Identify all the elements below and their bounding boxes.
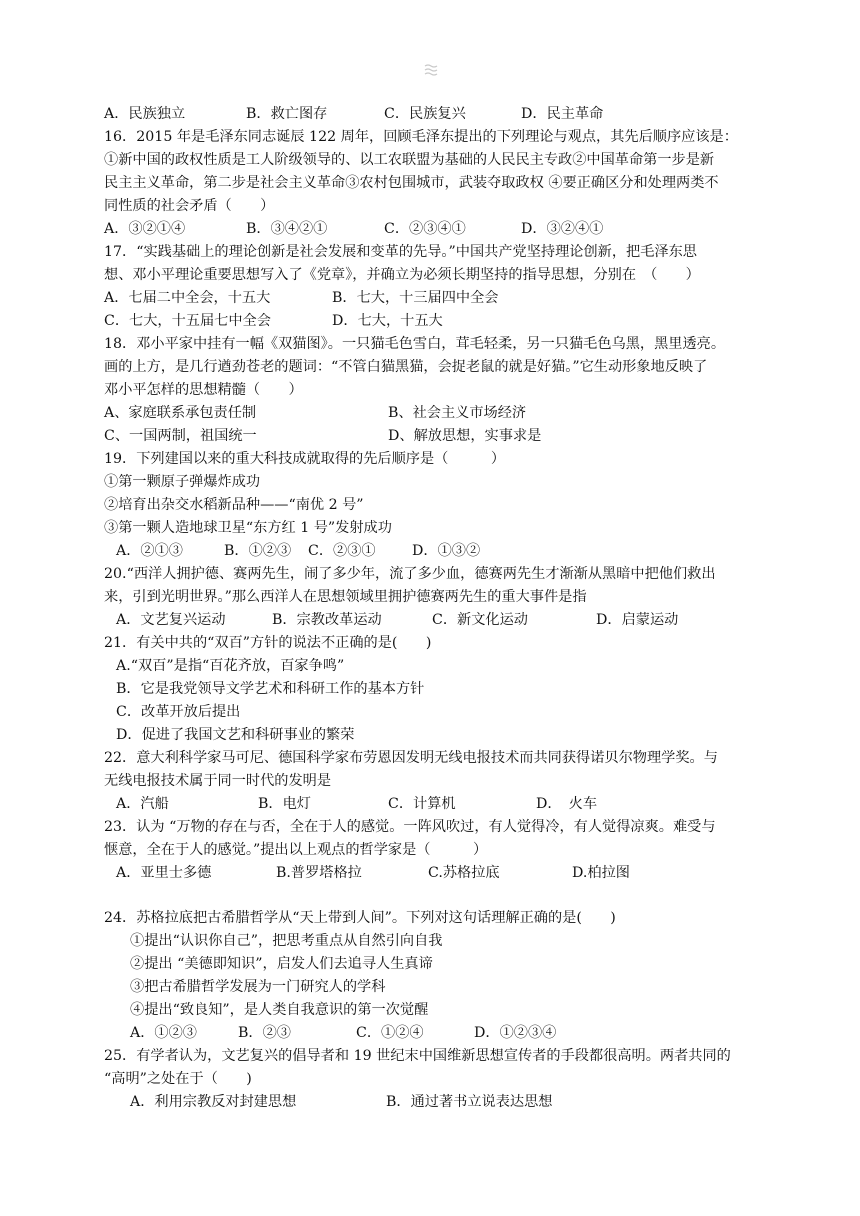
q18-option-c: C、一国两制，祖国统一 xyxy=(104,428,257,444)
q18-option-b: B、社会主义市场经济 xyxy=(388,405,527,421)
q15-option-b: B．救亡图存 xyxy=(246,106,328,122)
q18-stem-line-3: 邓小平怎样的思想精髓（ ） xyxy=(104,382,303,398)
q23-stem-line-2: 惬意，全在于人的感觉。”提出以上观点的哲学家是（ ） xyxy=(104,842,488,858)
q16-option-b: B．③④②① xyxy=(246,221,328,237)
q19-stem-line-1: 19．下列建国以来的重大科技成就取得的先后顺序是（ ） xyxy=(104,451,506,467)
q25-option-b: B．通过著书立说表达思想 xyxy=(386,1094,553,1110)
q24-item-2: ②提出 “美德即知识”，启发人们去追寻人生真谛 xyxy=(130,956,433,972)
q24-option-b: B．②③ xyxy=(238,1025,291,1041)
q20-stem-line-2: 来，引到光明世界。”那么西洋人在思想领域里拥护德赛两先生的重大事件是指 xyxy=(104,589,587,605)
q21-option-c: C．改革开放后提出 xyxy=(116,704,241,720)
q19-option-c: C．②③① xyxy=(308,543,376,559)
q22-option-d: D． 火车 xyxy=(536,796,598,812)
q23-option-b: B.普罗塔格拉 xyxy=(276,865,362,881)
q16-stem-line-2: ①新中国的政权性质是工人阶级领导的、以工农联盟为基础的人民民主专政②中国革命第一步是新 xyxy=(104,152,715,168)
watermark-icon xyxy=(423,62,439,78)
q23-stem-line-1: 23．认为 “万物的存在与否，全在于人的感觉。一阵风吹过，有人觉得冷，有人觉得凉爽。难受与 xyxy=(104,819,716,835)
q16-stem-line-4: 同性质的社会矛盾（ ） xyxy=(104,198,275,214)
q21-stem-line-1: 21．有关中共的“双百”方针的说法不正确的是( ) xyxy=(104,635,432,651)
q16-option-a: A．③②①④ xyxy=(104,221,186,237)
q20-option-b: B．宗教改革运动 xyxy=(272,612,382,628)
q19-option-b: B．①②③ xyxy=(224,543,292,559)
q15-option-a: A．民族独立 xyxy=(104,106,186,122)
q20-option-a: A．文艺复兴运动 xyxy=(116,612,226,628)
q20-option-d: D．启蒙运动 xyxy=(596,612,679,628)
q19-option-a: A．②①③ xyxy=(116,543,183,559)
q19-option-d: D．①③② xyxy=(412,543,481,559)
q16-option-d: D．③②④① xyxy=(521,221,604,237)
q23-option-d: D.柏拉图 xyxy=(572,865,630,881)
q17-option-d: D．七大，十五大 xyxy=(332,313,443,329)
q22-option-a: A．汽船 xyxy=(116,796,169,812)
q17-stem-line-1: 17．“实践基础上的理论创新是社会发展和变革的先导。”中国共产党坚持理论创新，把毛泽东思 xyxy=(104,244,697,260)
q22-option-b: B．电灯 xyxy=(258,796,311,812)
q25-option-a: A．利用宗教反对封建思想 xyxy=(130,1094,297,1110)
q25-stem-line-2: “高明”之处在于（ ) xyxy=(104,1071,252,1087)
q17-stem-line-2: 想、邓小平理论重要思想写入了《党章》，并确立为必须长期坚持的指导思想，分别在 （ ） xyxy=(104,267,700,283)
q17-option-b: B．七大，十三届四中全会 xyxy=(332,290,499,306)
q19-item-1: ①第一颗原子弹爆炸成功 xyxy=(104,474,261,490)
q21-option-b: B．它是我党领导文学艺术和科研工作的基本方针 xyxy=(116,681,425,697)
q24-stem-line-1: 24．苏格拉底把古希腊哲学从“天上带到人间”。下列对这句话理解正确的是( ) xyxy=(104,910,616,926)
q24-option-a: A．①②③ xyxy=(130,1025,197,1041)
q16-option-c: C．②③④① xyxy=(384,221,466,237)
q24-option-d: D．①②③④ xyxy=(474,1025,557,1041)
q19-item-2: ②培育出杂交水稻新品种——“南优 2 号” xyxy=(104,497,364,513)
q17-option-c: C．七大，十五届七中全会 xyxy=(104,313,271,329)
q21-option-a: A.“双百”是指“百花齐放，百家争鸣” xyxy=(116,658,345,674)
q24-item-4: ④提出“致良知”，是人类自我意识的第一次觉醒 xyxy=(130,1002,429,1018)
q25-stem-line-1: 25．有学者认为，文艺复兴的倡导者和 19 世纪末中国维新思想宣传者的手段都很高明。两者共同的 xyxy=(104,1048,731,1064)
q16-stem-line-1: 16．2015 年是毛泽东同志诞辰 122 周年，回顾毛泽东提出的下列理论与观点，其先后顺序应该是： xyxy=(104,129,738,145)
q17-option-a: A．七届二中全会，十五大 xyxy=(104,290,271,306)
q18-option-a: A、家庭联系承包责任制 xyxy=(104,405,257,421)
q18-stem-line-2: 画的上方，是几行遒劲苍老的题词：“不管白猫黑猫，会捉老鼠的就是好猫。”它生动形象地反映了 xyxy=(104,359,708,375)
q24-item-1: ①提出“认识你自己”，把思考重点从自然引向自我 xyxy=(130,933,443,949)
q20-stem-line-1: 20.“西洋人拥护德、赛两先生，闹了多少年，流了多少血，德赛两先生才渐渐从黑暗中把他们救出 xyxy=(104,566,716,582)
q15-option-c: C．民族复兴 xyxy=(384,106,466,122)
q21-option-d: D．促进了我国文艺和科研事业的繁荣 xyxy=(116,727,355,743)
q18-stem-line-1: 18．邓小平家中挂有一幅《双猫图》。一只猫毛色雪白，茸毛轻柔，另一只猫毛色乌黑，黑里透亮。 xyxy=(104,336,726,352)
q16-stem-line-3: 民主主义革命，第二步是社会主义革命③农村包围城市，武装夺取政权 ④要正确区分和处理两类不 xyxy=(104,175,719,191)
q19-item-3: ③第一颗人造地球卫星“东方红 1 号”发射成功 xyxy=(104,520,392,536)
q24-item-3: ③把古希腊哲学发展为一门研究人的学科 xyxy=(130,979,386,995)
q18-option-d: D、解放思想，实事求是 xyxy=(388,428,542,444)
q24-option-c: C．①②④ xyxy=(356,1025,424,1041)
q20-option-c: C．新文化运动 xyxy=(432,612,528,628)
q22-option-c: C．计算机 xyxy=(388,796,456,812)
q23-option-a: A．亚里士多德 xyxy=(116,865,212,881)
q15-option-d: D．民主革命 xyxy=(521,106,604,122)
q22-stem-line-1: 22．意大利科学家马可尼、德国科学家布劳恩因发明无线电报技术而共同获得诺贝尔物理学奖。与 xyxy=(104,750,718,766)
q23-option-c: C.苏格拉底 xyxy=(428,865,500,881)
q22-stem-line-2: 无线电报技术属于同一时代的发明是 xyxy=(104,773,332,789)
